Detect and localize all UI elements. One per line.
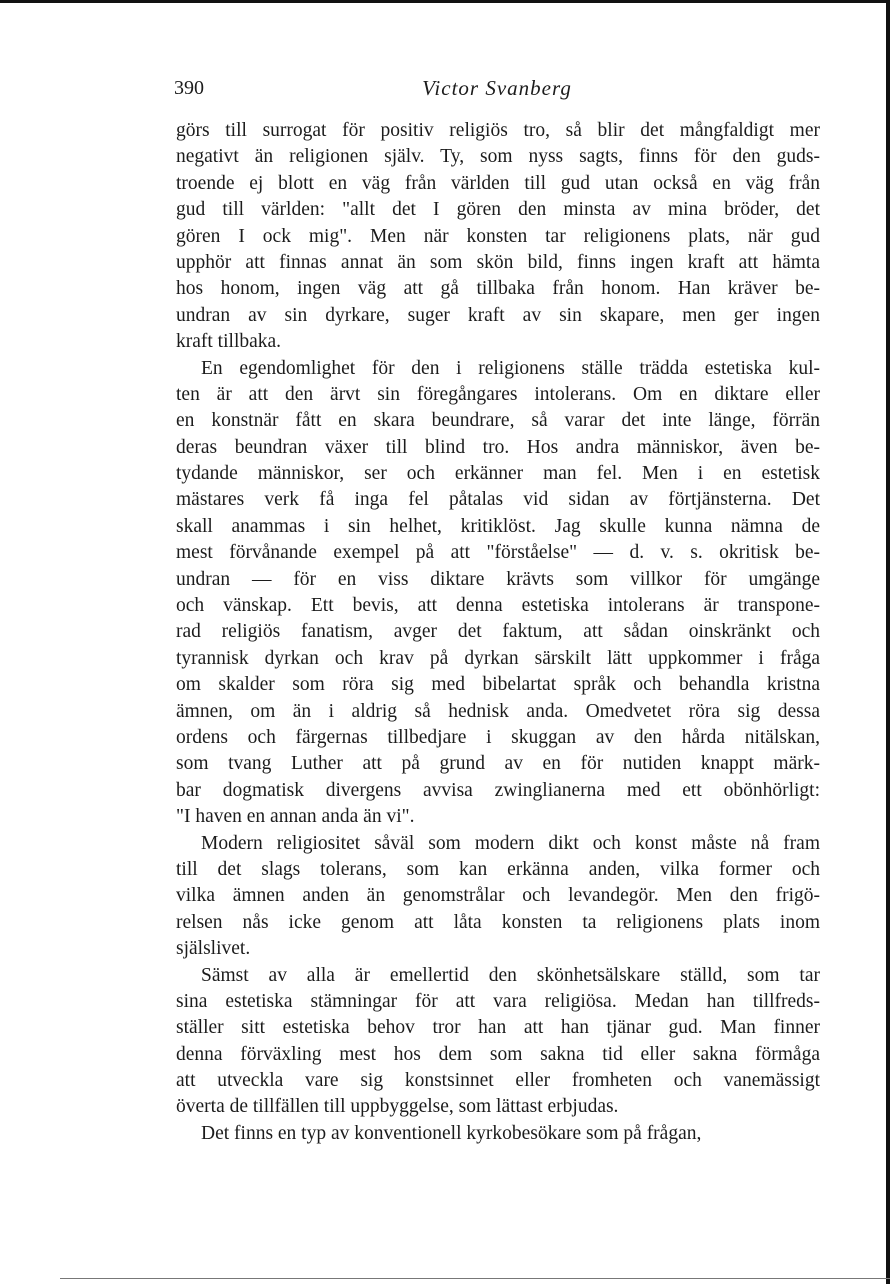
text-line: och vänskap. Ett bevis, att denna estetiska intolerans är transpone- bbox=[176, 595, 820, 617]
text-line: sina estetiska stämningar för att vara religiösa. Medan han tillfreds- bbox=[176, 990, 820, 1012]
text-line: ten är att den ärvt sin föregångares intolerans. Om en diktare eller bbox=[176, 383, 820, 405]
text-line: "I haven en annan anda än vi". bbox=[176, 806, 415, 828]
text-line: bar dogmatisk divergens avvisa zwinglianerna med ett obönhörligt: bbox=[176, 779, 820, 801]
text-line: undran — för en viss diktare krävts som villkor för umgänge bbox=[176, 568, 820, 590]
text-line: undran av sin dyrkare, suger kraft av sin skapare, men ger ingen bbox=[176, 304, 820, 326]
bottom-edge-rule bbox=[60, 1278, 890, 1279]
text-line: kraft tillbaka. bbox=[176, 331, 282, 353]
text-line: negativt än religionen själv. Ty, som nyss sagts, finns för den guds- bbox=[176, 146, 820, 168]
text-line: som tvang Luther att på grund av en för nutiden knappt märk- bbox=[176, 753, 820, 775]
text-line: denna förväxling mest hos dem som sakna tid eller sakna förmåga bbox=[176, 1043, 820, 1065]
text-line: mest förvånande exempel på att "förståelse" — d. v. s. okritisk be- bbox=[176, 542, 820, 564]
text-line: vilka ämnen anden än genomstrålar och levandegör. Men den frigö- bbox=[176, 885, 820, 907]
text-line: hos honom, ingen väg att gå tillbaka från honom. Han kräver be- bbox=[176, 278, 820, 300]
paragraph-start-line: Modern religiositet såväl som modern dikt och konst måste nå fram bbox=[201, 832, 820, 854]
paragraph-start-line: Det finns en typ av konventionell kyrkobesökare som på frågan, bbox=[201, 1122, 702, 1144]
text-line: upphör att finnas annat än som skön bild, finns ingen kraft att hämta bbox=[176, 251, 820, 273]
text-line: rad religiös fanatism, avger det faktum, att sådan oinskränkt och bbox=[176, 621, 820, 643]
paragraph-start-line: En egendomlighet för den i religionens ställe trädda estetiska kul- bbox=[201, 357, 820, 379]
body-text bbox=[176, 118, 820, 1147]
text-line: att utveckla vare sig konstsinnet eller fromheten och vanemässigt bbox=[176, 1070, 820, 1092]
text-line: om skalder som röra sig med bibelartat språk och behandla kristna bbox=[176, 674, 820, 696]
text-line: gud till världen: "allt det I gören den minsta av mina bröder, det bbox=[176, 199, 820, 221]
text-line: överta de tillfällen till uppbyggelse, som lättast erbjudas. bbox=[176, 1096, 619, 1118]
page-header bbox=[174, 74, 820, 106]
text-line: mästares verk få inga fel påtalas vid sidan av förtjänsterna. Det bbox=[176, 489, 820, 511]
paragraph-start-line: Sämst av alla är emellertid den skönhetsälskare ställd, som tar bbox=[201, 964, 820, 986]
text-line: troende ej blott en väg från världen till gud utan också en väg från bbox=[176, 172, 820, 194]
text-line: ämnen, om än i aldrig så hednisk anda. Omedvetet röra sig dessa bbox=[176, 700, 820, 722]
text-line: en konstnär fått en skara beundrare, så varar det inte länge, förrän bbox=[176, 410, 820, 432]
text-line: tyrannisk dyrkan och krav på dyrkan särskilt lätt uppkommer i fråga bbox=[176, 647, 820, 669]
top-edge-rule bbox=[0, 0, 890, 3]
right-edge-rule bbox=[886, 0, 890, 1284]
running-head: Victor Svanberg bbox=[422, 76, 572, 100]
text-line: själslivet. bbox=[176, 938, 251, 960]
text-line: tydande människor, ser och erkänner man fel. Men i en estetisk bbox=[176, 463, 820, 485]
text-line: görs till surrogat för positiv religiös tro, så blir det mångfaldigt mer bbox=[176, 120, 820, 141]
text-line: ordens och färgernas tillbedjare i skuggan av den hårda nitälskan, bbox=[176, 726, 820, 748]
text-line: ställer sitt estetiska behov tror han att han tjänar gud. Man finner bbox=[176, 1017, 820, 1039]
text-line: till det slags tolerans, som kan erkänna anden, vilka former och bbox=[176, 858, 820, 880]
text-line: relsen nås icke genom att låta konsten ta religionens plats inom bbox=[176, 911, 820, 933]
page-number: 390 bbox=[174, 77, 204, 99]
text-line: deras beundran växer till blind tro. Hos andra människor, även be- bbox=[176, 436, 820, 458]
text-line: gören I ock mig". Men när konsten tar religionens plats, när gud bbox=[176, 225, 820, 247]
text-line: skall anammas i sin helhet, kritiklöst. Jag skulle kunna nämna de bbox=[176, 515, 820, 537]
